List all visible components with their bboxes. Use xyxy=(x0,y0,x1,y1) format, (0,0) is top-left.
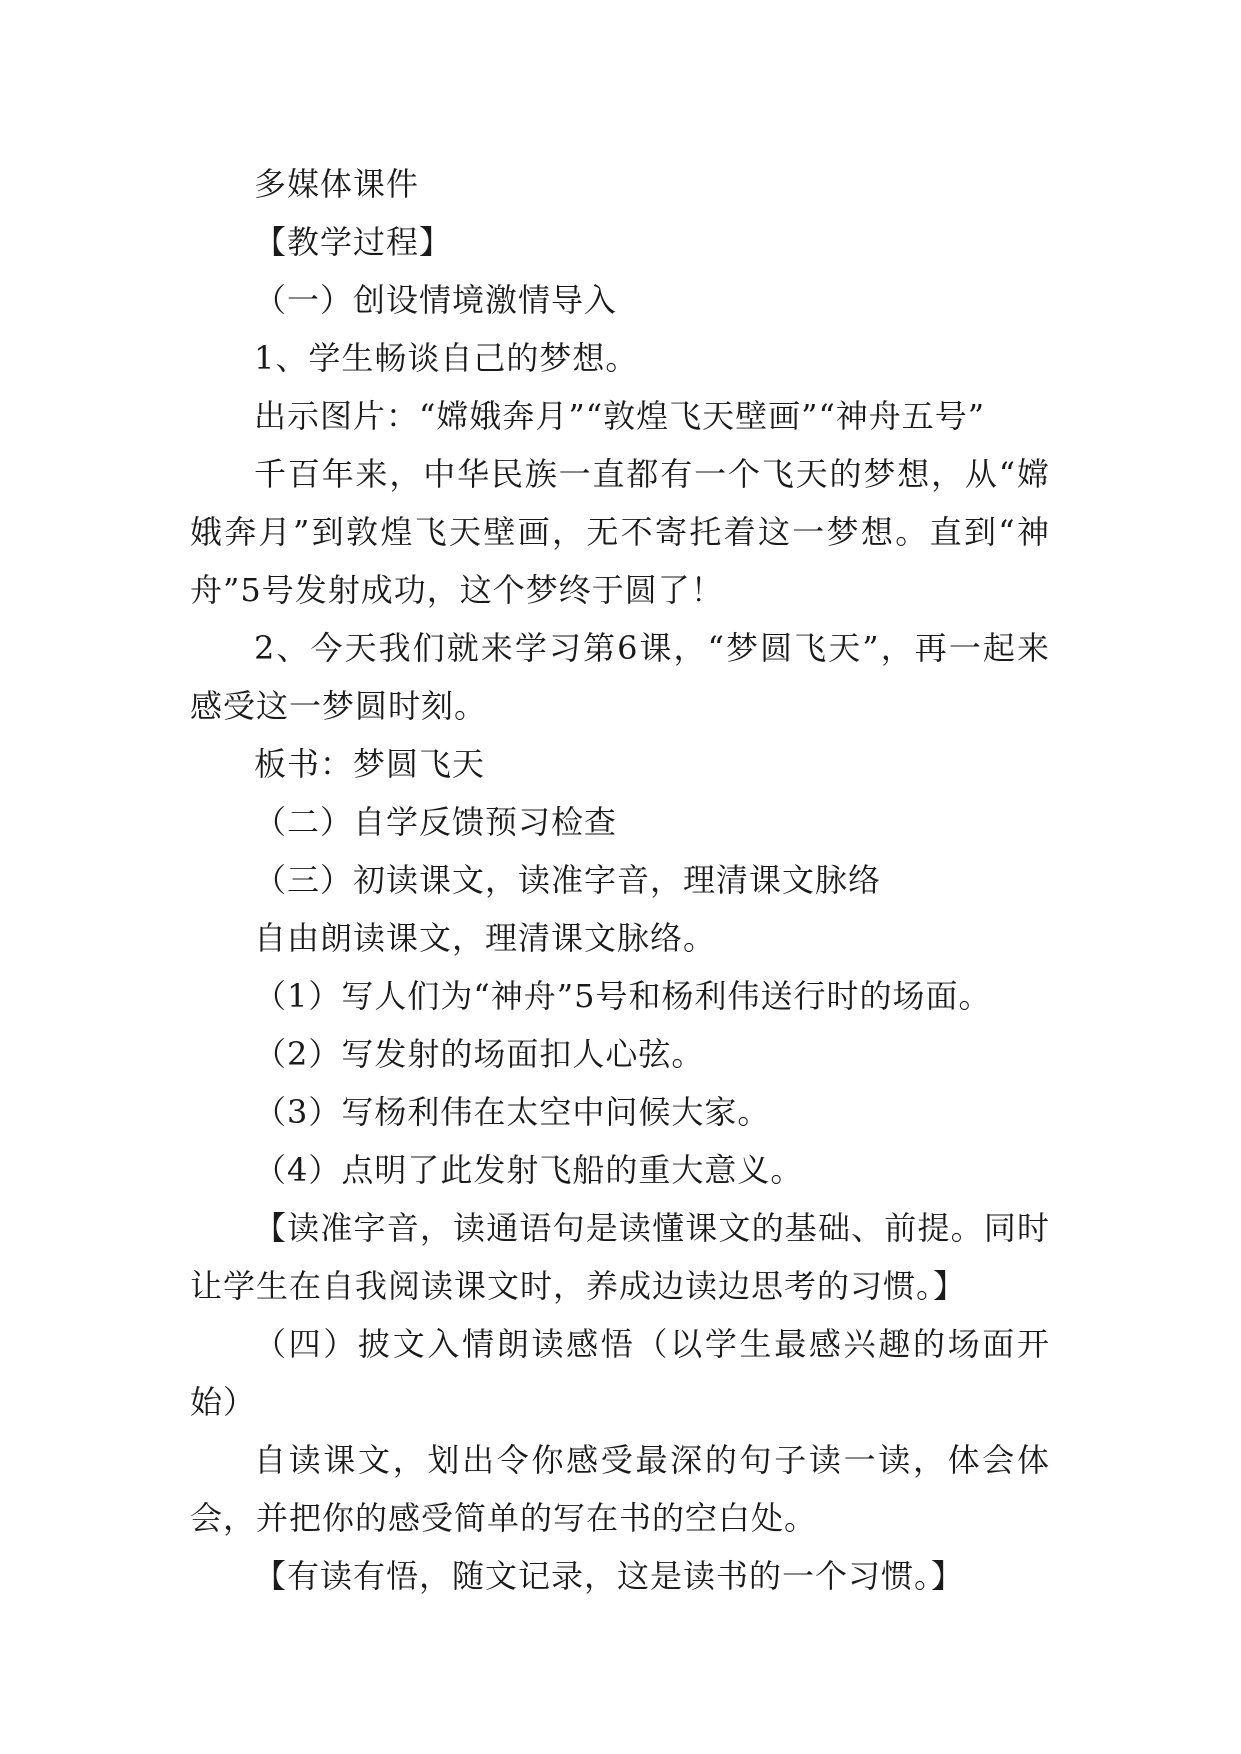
paragraph-step-1: 1、学生畅谈自己的梦想。 xyxy=(254,339,639,377)
paragraph-free-reading: 自由朗读课文，理清课文脉络。 xyxy=(254,919,717,957)
list-item-2: （2）写发射的场面扣人心弦。 xyxy=(254,1035,705,1073)
note-reading-habit: 【有读有悟，随文记录，这是读书的一个习惯。】 xyxy=(254,1557,965,1595)
paragraph-flying-dream: 千百年来，中华民族一直都有一个飞天的梦想，从“嫦娥奔月”到敦煌飞天壁画，无不寄托着这一梦想。直到“神舟”5号发射成功，这个梦终于圆了！ xyxy=(190,455,1050,609)
paragraph-show-pictures: 出示图片：“嫦娥奔月”“敦煌飞天壁画”“神舟五号” xyxy=(254,397,986,435)
paragraph-step-2: 2、今天我们就来学习第6课，“梦圆飞天”，再一起来感受这一梦圆时刻。 xyxy=(190,629,1050,725)
subheading-part-one: （一）创设情境激情导入 xyxy=(254,281,618,319)
paragraph-materials: 多媒体课件 xyxy=(254,165,420,203)
document-body xyxy=(190,155,1050,1605)
section-heading-teaching-process: 【教学过程】 xyxy=(254,223,453,261)
list-item-4: （4）点明了此发射飞船的重大意义。 xyxy=(254,1151,804,1189)
paragraph-self-reading: 自读课文，划出令你感受最深的句子读一读，体会体会，并把你的感受简单的写在书的空白处。 xyxy=(190,1441,1050,1537)
subheading-part-two: （二）自学反馈预习检查 xyxy=(254,803,618,841)
subheading-part-four: （四）披文入情朗读感悟（以学生最感兴趣的场面开始） xyxy=(190,1325,1050,1421)
subheading-part-three: （三）初读课文，读准字音，理清课文脉络 xyxy=(254,861,882,899)
paragraph-blackboard: 板书：梦圆飞天 xyxy=(254,745,486,783)
note-reading-basics: 【读准字音，读通语句是读懂课文的基础、前提。同时让学生在自我阅读课文时，养成边读边思考的习惯。】 xyxy=(190,1209,1050,1305)
list-item-3: （3）写杨利伟在太空中问候大家。 xyxy=(254,1093,771,1131)
list-item-1: （1）写人们为“神舟”5号和杨利伟送行时的场面。 xyxy=(254,977,992,1015)
